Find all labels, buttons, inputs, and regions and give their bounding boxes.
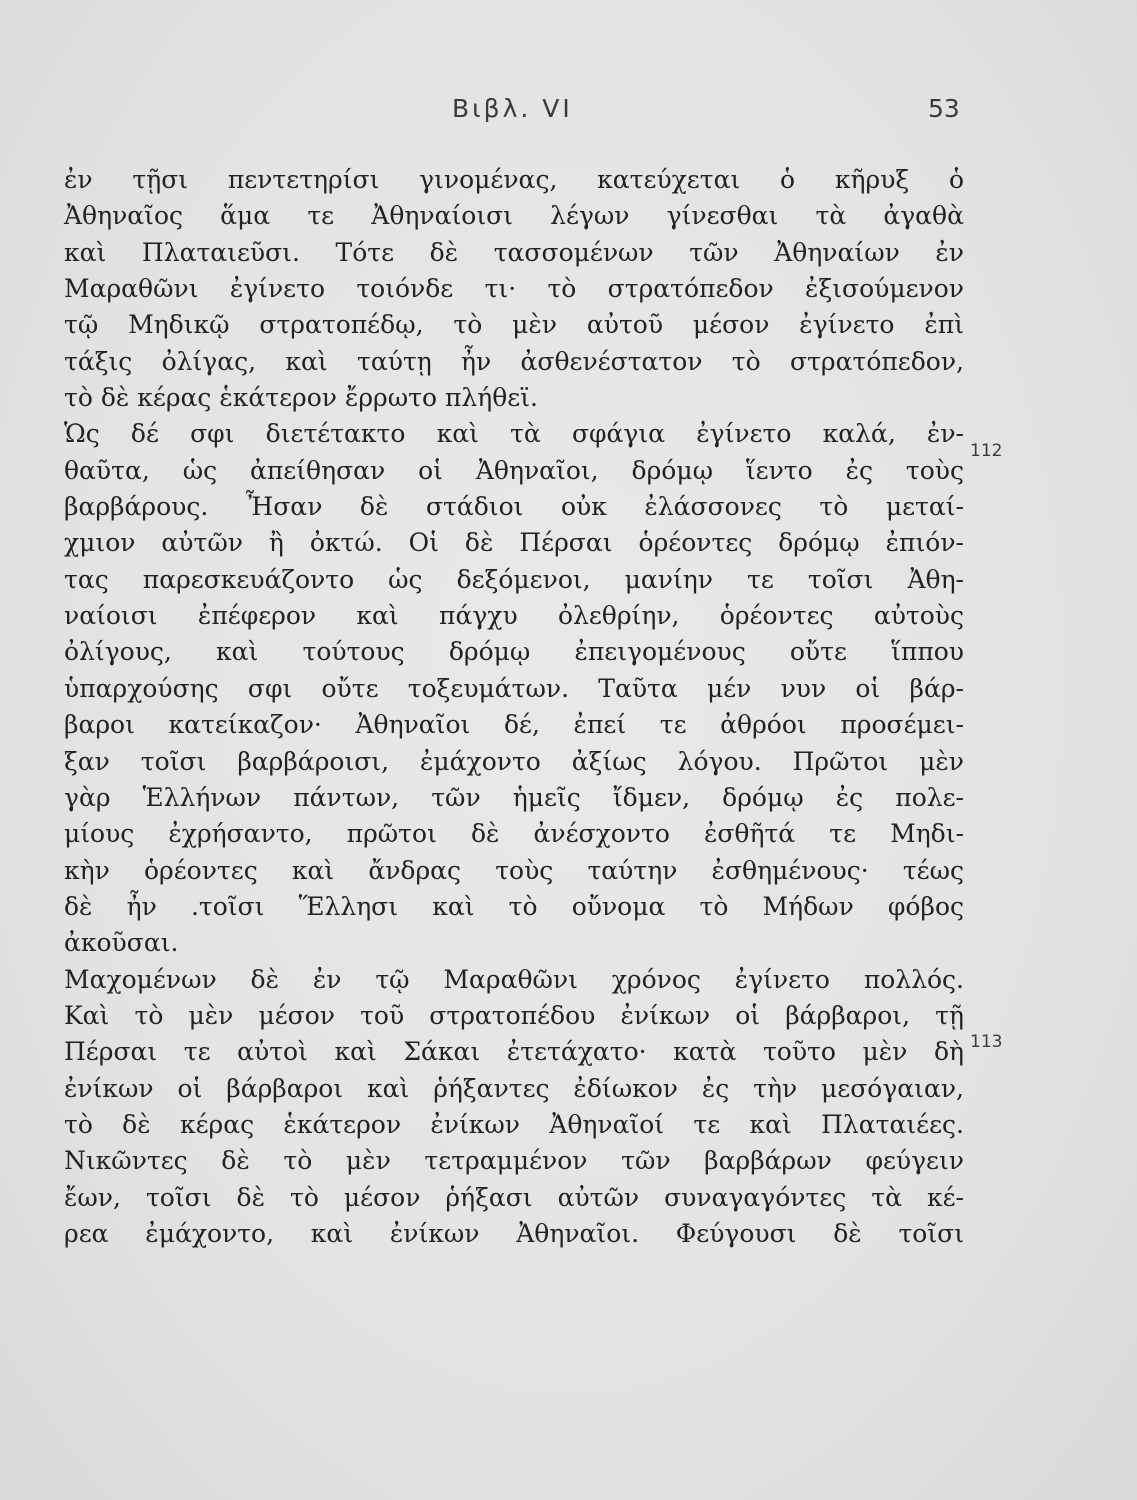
page-number: 53 bbox=[928, 94, 960, 123]
text-line: ρεα ἐμάχοντο, καὶ ἐνίκων Ἀθηναῖοι. Φεύγουσι δὲ τοῖσι bbox=[64, 1218, 964, 1248]
text-line: Μαχομένων δὲ ἐν τῷ Μαραθῶνι χρόνος ἐγίνετο πολλός. bbox=[64, 964, 964, 994]
text-line: δὲ ἦν .τοῖσι Ἕλλησι καὶ τὸ οὔνομα τὸ Μήδων φόβος bbox=[64, 891, 964, 921]
text-line: βαρβάρους. Ἦσαν δὲ στάδιοι οὐκ ἐλάσσονες τὸ μεταί- bbox=[64, 492, 964, 522]
text-line: γὰρ Ἑλλήνων πάντων, τῶν ἡμεῖς ἴδμεν, δρόμῳ ἐς πολε- bbox=[64, 782, 964, 812]
text-line: ὑπαρχούσης σφι οὔτε τοξευμάτων. Ταῦτα μέν νυν οἱ βάρ- bbox=[64, 673, 964, 703]
text-line: βαροι κατείκαζον· Ἀθηναῖοι δέ, ἐπεί τε ἀθρόοι προσέμει- bbox=[64, 710, 964, 740]
text-line: θαῦτα, ὡς ἀπείθησαν οἱ Ἀθηναῖοι, δρόμῳ ἵεντο ἐς τοὺς bbox=[64, 455, 964, 485]
text-line: Πέρσαι τε αὐτοὶ καὶ Σάκαι ἐτετάχατο· κατὰ τοῦτο μὲν δὴ bbox=[64, 1037, 964, 1067]
text-line: ὀλίγους, καὶ τούτους δρόμῳ ἐπειγομένους οὔτε ἵππου bbox=[64, 637, 964, 667]
text-line: καὶ Πλαταιεῦσι. Τότε δὲ τασσομένων τῶν Ἀθηναίων ἐν bbox=[64, 237, 964, 267]
text-line: κὴν ὁρέοντες καὶ ἄνδρας τοὺς ταύτην ἐσθημένους· τέως bbox=[64, 855, 964, 885]
text-line: χμιον αὐτῶν ἢ ὀκτώ. Οἱ δὲ Πέρσαι ὁρέοντες δρόμῳ ἐπιόν- bbox=[64, 528, 964, 558]
text-line: Νικῶντες δὲ τὸ μὲν τετραμμένον τῶν βαρβάρων φεύγειν bbox=[64, 1146, 964, 1176]
text-line: τὸ δὲ κέρας ἑκάτερον ἔρρωτο πλήθεϊ. bbox=[64, 383, 538, 413]
body-text bbox=[64, 162, 964, 1252]
text-line: Ἀθηναῖος ἅμα τε Ἀθηναίοισι λέγων γίνεσθαι τὰ ἀγαθὰ bbox=[64, 201, 964, 231]
running-head bbox=[0, 94, 1137, 130]
text-line: Καὶ τὸ μὲν μέσον τοῦ στρατοπέδου ἐνίκων οἱ βάρβαροι, τῇ bbox=[64, 1000, 964, 1030]
text-line: τῷ Μηδικῷ στρατοπέδῳ, τὸ μὲν αὐτοῦ μέσον ἐγίνετο ἐπὶ bbox=[64, 310, 964, 340]
text-line: ἀκοῦσαι. bbox=[64, 928, 179, 958]
text-line: μίους ἐχρήσαντο, πρῶτοι δὲ ἀνέσχοντο ἐσθῆτά τε Μηδι- bbox=[64, 819, 964, 849]
text-line: ξαν τοῖσι βαρβάροισι, ἐμάχοντο ἀξίως λόγου. Πρῶτοι μὲν bbox=[64, 746, 964, 776]
text-line: ἐν τῇσι πεντετηρίσι γινομένας, κατεύχεται ὁ κῆρυξ ὁ bbox=[64, 165, 964, 194]
margin-section-number: 113 bbox=[970, 1032, 1003, 1052]
text-line: Ὡς δέ σφι διετέτακτο καὶ τὰ σφάγια ἐγίνετο καλά, ἐν- bbox=[64, 419, 964, 449]
text-line: τας παρεσκευάζοντο ὡς δεξόμενοι, μανίην τε τοῖσι Ἀθη- bbox=[64, 564, 964, 594]
text-line: ἔων, τοῖσι δὲ τὸ μέσον ῥήξασι αὐτῶν συναγαγόντες τὰ κέ- bbox=[64, 1182, 964, 1212]
running-title: Βιβλ. VI bbox=[452, 94, 573, 123]
text-line: Μαραθῶνι ἐγίνετο τοιόνδε τι· τὸ στρατόπεδον ἐξισούμενον bbox=[64, 274, 964, 304]
text-line: ναίοισι ἐπέφερον καὶ πάγχυ ὀλεθρίην, ὁρέοντες αὐτοὺς bbox=[64, 601, 964, 631]
margin-section-number: 112 bbox=[970, 441, 1003, 461]
text-line: τάξις ὀλίγας, καὶ ταύτῃ ἦν ἀσθενέστατον τὸ στρατόπεδον, bbox=[64, 346, 964, 376]
text-line: ἐνίκων οἱ βάρβαροι καὶ ῥήξαντες ἐδίωκον ἐς τὴν μεσόγαιαν, bbox=[64, 1073, 964, 1103]
text-line: τὸ δὲ κέρας ἑκάτερον ἐνίκων Ἀθηναῖοί τε καὶ Πλαταιέες. bbox=[64, 1109, 964, 1139]
